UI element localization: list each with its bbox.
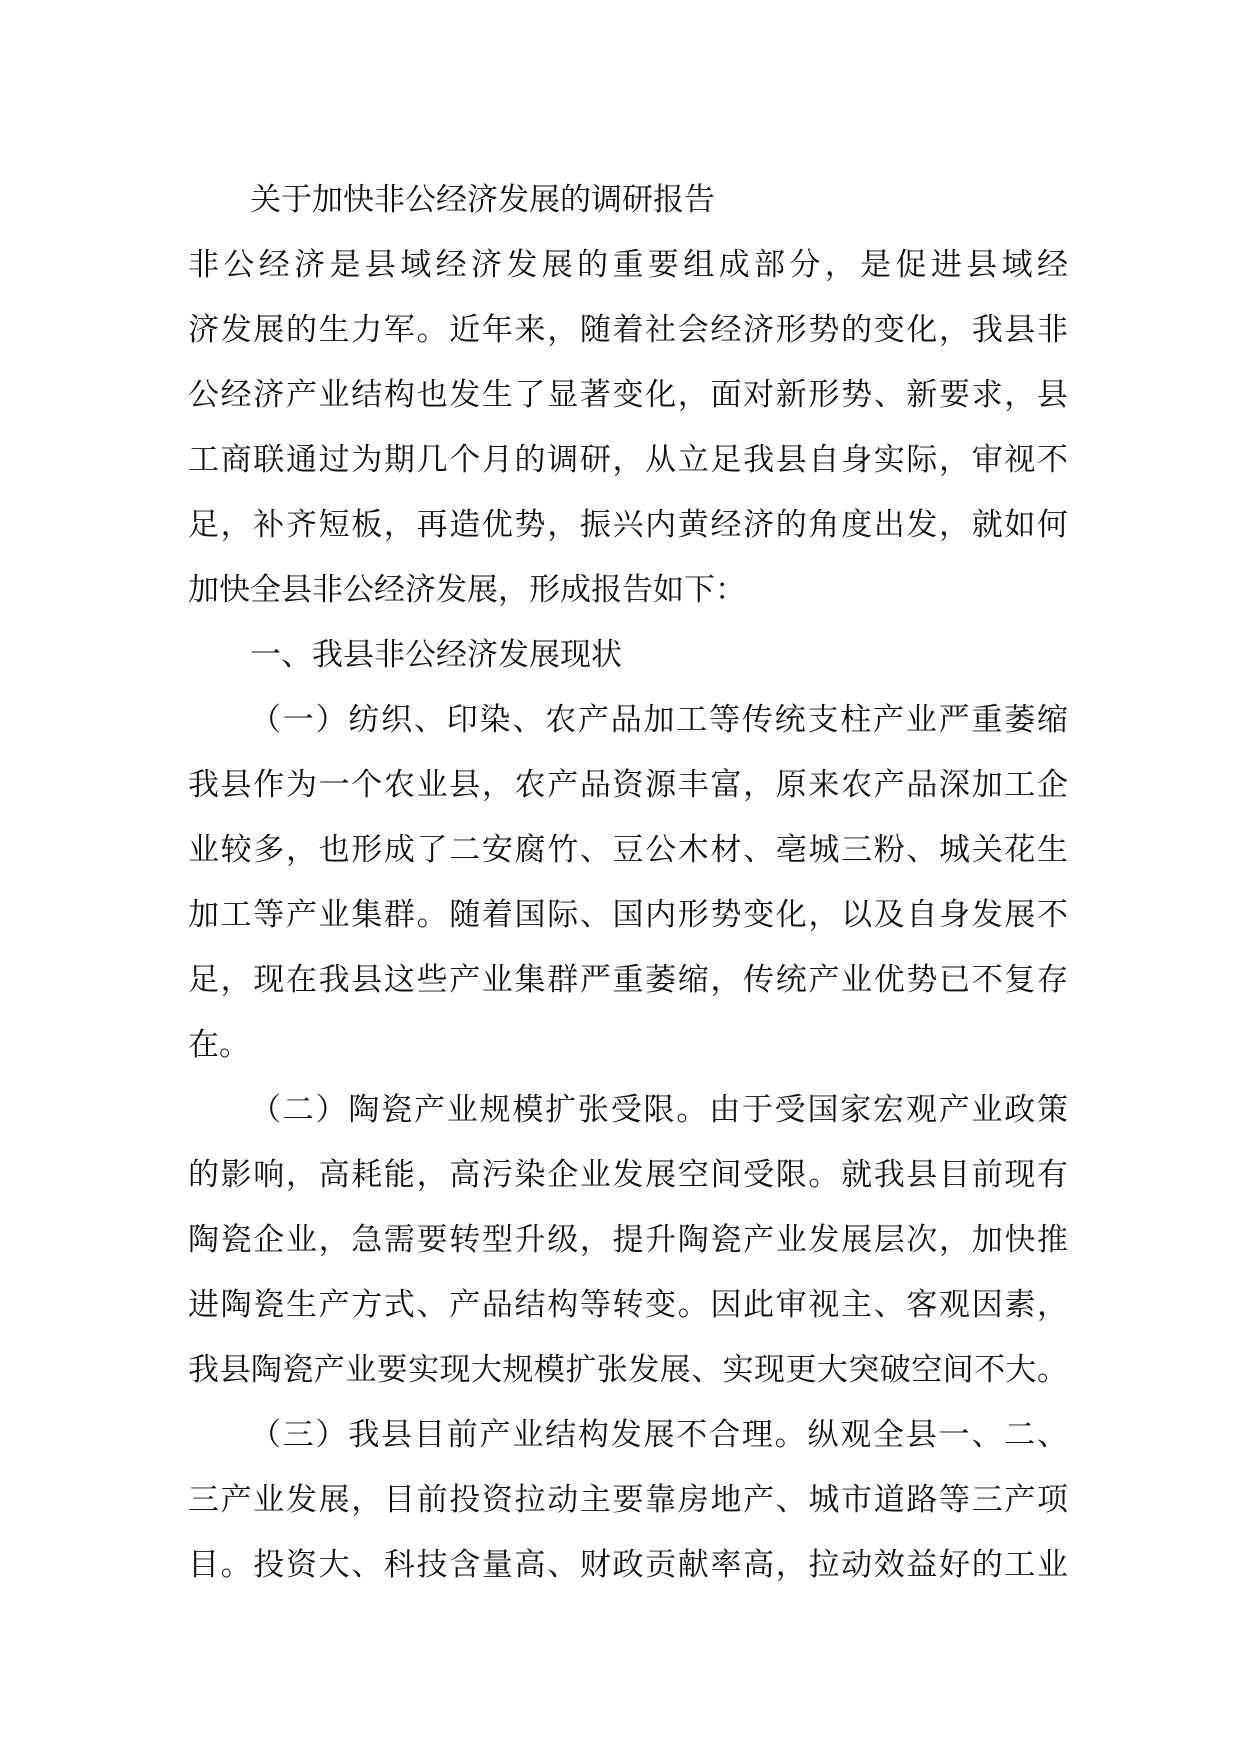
text-line: 目。投资大、科技含量高、财政贡献率高，拉动效益好的工业 — [188, 1547, 1068, 1583]
text-line: 足，现在我县这些产业集群严重萎缩，传统产业优势已不复存 — [188, 962, 1068, 998]
text-line: 加快全县非公经济发展，形成报告如下： — [188, 572, 746, 608]
text-line: 进陶瓷生产方式、产品结构等转变。因此审视主、客观因素， — [188, 1287, 1068, 1323]
text-line: 非公经济是县域经济发展的重要组成部分，是促进县域经 — [188, 247, 1068, 283]
section-heading — [188, 623, 1068, 688]
paragraph-section-3 — [188, 1403, 1068, 1598]
document-title: 关于加快非公经济发展的调研报告 — [250, 182, 715, 218]
text-line: 工商联通过为期几个月的调研，从立足我县自身实际，审视不 — [188, 442, 1068, 478]
paragraph-section-2 — [188, 1078, 1068, 1403]
text-line: （二）陶瓷产业规模扩张受限。由于受国家宏观产业政策 — [250, 1092, 1068, 1128]
text-line: 我县陶瓷产业要实现大规模扩张发展、实现更大突破空间不大。 — [188, 1352, 1068, 1388]
text-line: 足，补齐短板，再造优势，振兴内黄经济的角度出发，就如何 — [188, 507, 1068, 543]
text-line: 业较多，也形成了二安腐竹、豆公木材、亳城三粉、城关花生 — [188, 832, 1068, 868]
paragraph-intro — [188, 233, 1068, 623]
text-line: 公经济产业结构也发生了显著变化，面对新形势、新要求，县 — [188, 377, 1068, 413]
text-line: 的影响，高耗能，高污染企业发展空间受限。就我县目前现有 — [188, 1157, 1068, 1193]
heading-line: 一、我县非公经济发展现状 — [250, 637, 622, 673]
text-line: 在。 — [188, 1027, 250, 1063]
text-line: （三）我县目前产业结构发展不合理。纵观全县一、二、 — [250, 1417, 1068, 1453]
paragraph-section-1 — [188, 688, 1068, 1078]
text-line: 加工等产业集群。随着国际、国内形势变化，以及自身发展不 — [188, 897, 1068, 933]
text-line: 我县作为一个农业县，农产品资源丰富，原来农产品深加工企 — [188, 767, 1068, 803]
text-line: （一）纺织、印染、农产品加工等传统支柱产业严重萎缩 — [250, 702, 1068, 738]
text-line: 三产业发展，目前投资拉动主要靠房地产、城市道路等三产项 — [188, 1482, 1068, 1518]
text-line: 陶瓷企业，急需要转型升级，提升陶瓷产业发展层次，加快推 — [188, 1222, 1068, 1258]
document-body — [188, 168, 1068, 1598]
text-line: 济发展的生力军。近年来，随着社会经济形势的变化，我县非 — [188, 312, 1068, 348]
